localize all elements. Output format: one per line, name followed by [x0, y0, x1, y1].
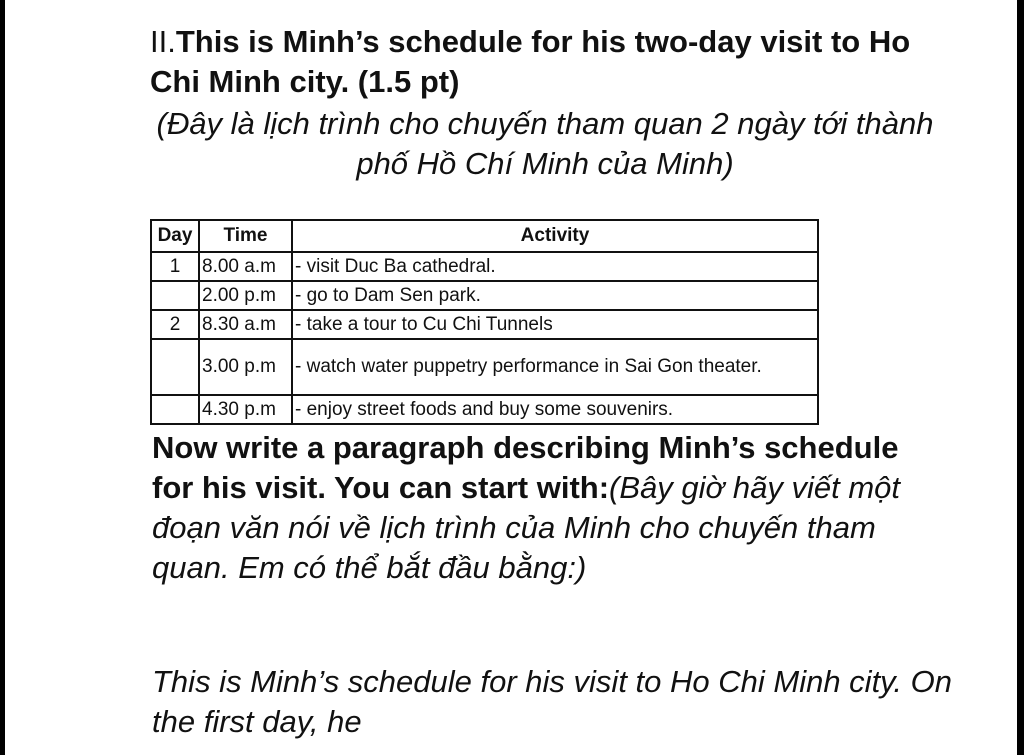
task-instruction: Now write a paragraph describing Minh’s schedule for his visit. You can start with: — [152, 430, 899, 505]
cell-time: 8.00 a.m — [199, 252, 292, 281]
cell-time: 4.30 p.m — [199, 395, 292, 424]
exercise-title: This is Minh’s schedule for his two-day visit to Ho Chi Minh city. (1.5 pt) — [150, 24, 911, 99]
header-day: Day — [151, 220, 199, 252]
cell-day: 1 — [151, 252, 199, 281]
cell-day — [151, 339, 199, 395]
writing-task — [152, 428, 942, 588]
right-edge-bar — [1017, 0, 1024, 755]
table-row — [151, 252, 818, 281]
exercise-subtitle-vietnamese: (Đây là lịch trình cho chuyến tham quan 2 ngày tới thành phố Hồ Chí Minh của Minh) — [156, 106, 934, 181]
table-row — [151, 281, 818, 310]
cell-time: 3.00 p.m — [199, 339, 292, 395]
table-row — [151, 339, 818, 395]
cell-day: 2 — [151, 310, 199, 339]
table-row — [151, 395, 818, 424]
cell-activity: - visit Duc Ba cathedral. — [292, 252, 818, 281]
cell-activity: - take a tour to Cu Chi Tunnels — [292, 310, 818, 339]
cell-time: 8.30 a.m — [199, 310, 292, 339]
exercise-heading — [150, 22, 950, 102]
left-edge-bar — [0, 0, 5, 755]
paragraph-starter: This is Minh’s schedule for his visit to Ho Chi Minh city. On the first day, he — [152, 664, 952, 739]
cell-day — [151, 395, 199, 424]
table-row — [151, 310, 818, 339]
cell-day — [151, 281, 199, 310]
schedule-table — [150, 219, 819, 425]
task-translation: (Bây giờ hãy viết một đoạn văn nói về lịch trình của Minh cho chuyến tham quan. Em có thể bắt đầu bằng:) — [152, 470, 901, 585]
exercise-number: II. — [150, 24, 176, 59]
cell-time: 2.00 p.m — [199, 281, 292, 310]
header-time: Time — [199, 220, 292, 252]
header-activity: Activity — [292, 220, 818, 252]
cell-activity: - enjoy street foods and buy some souvenirs. — [292, 395, 818, 424]
cell-activity: - watch water puppetry performance in Sai Gon theater. — [292, 339, 818, 395]
cell-activity: - go to Dam Sen park. — [292, 281, 818, 310]
table-header-row — [151, 220, 818, 252]
